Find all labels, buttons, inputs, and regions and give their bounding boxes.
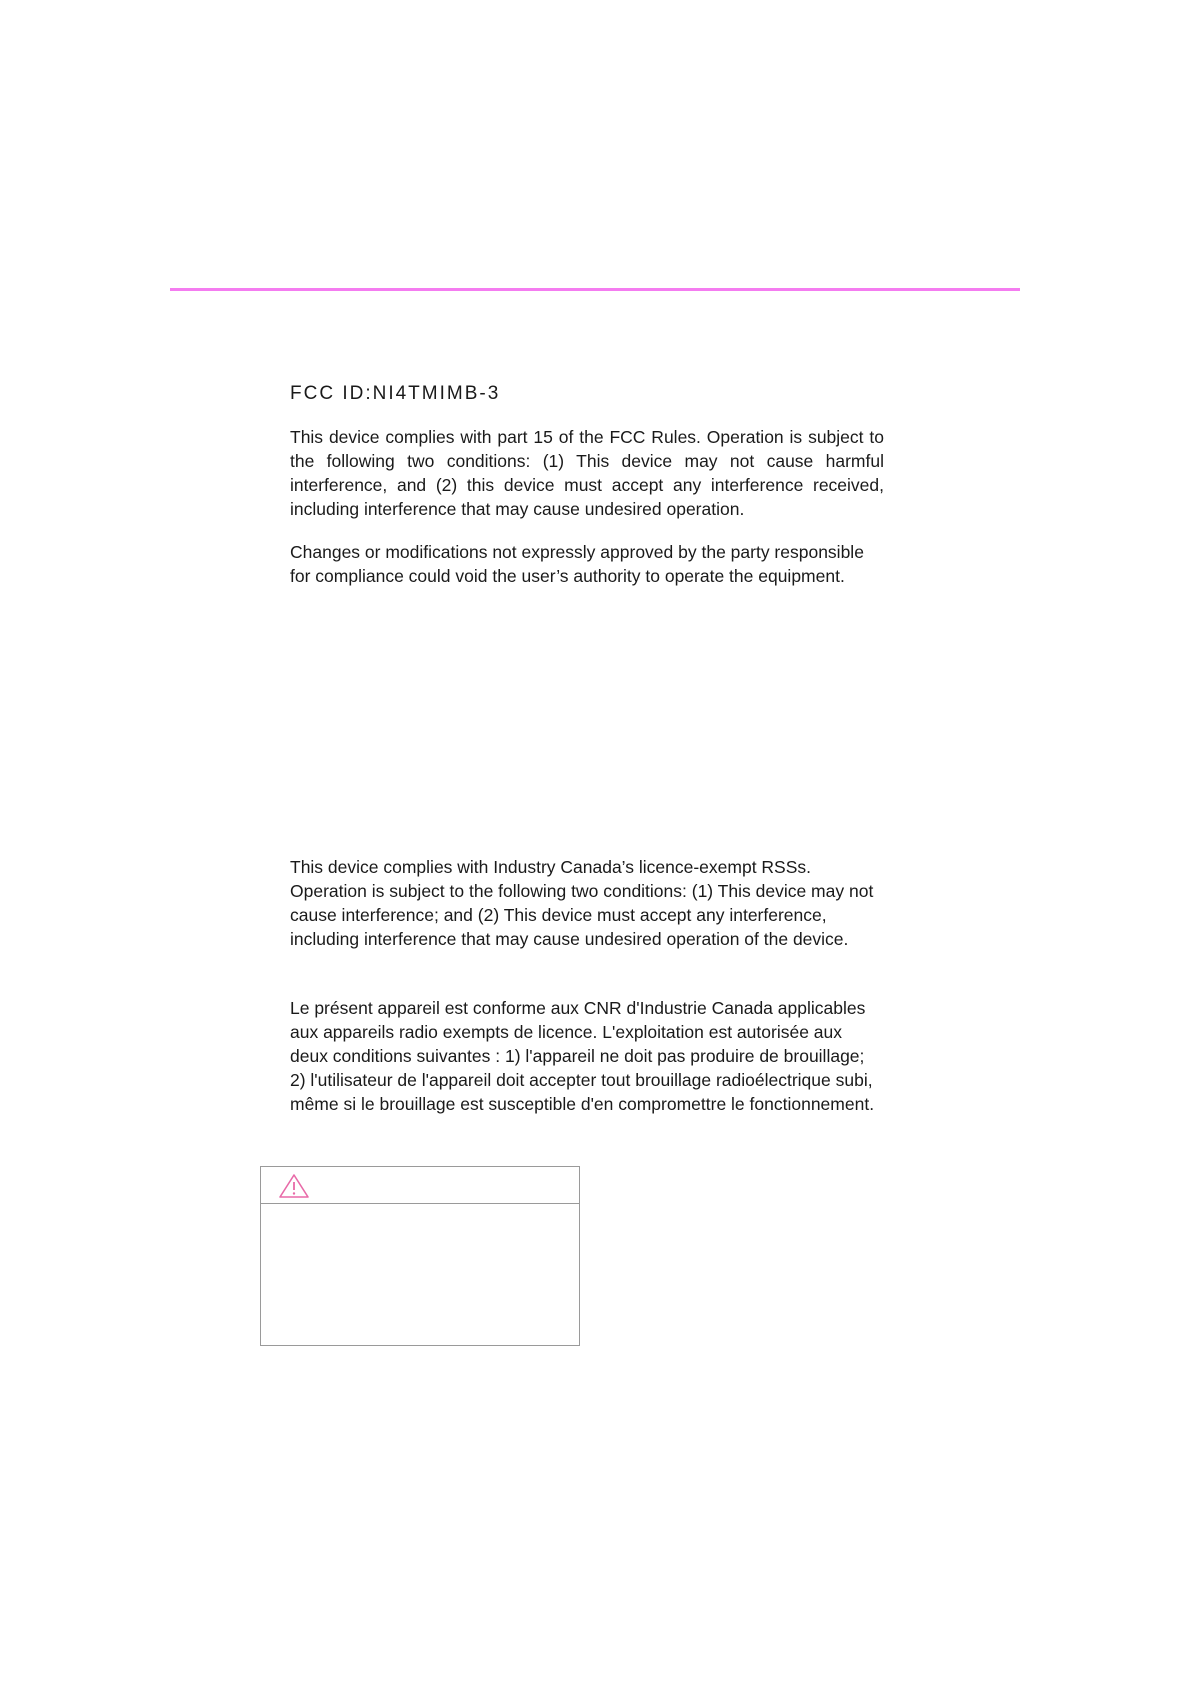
fcc-compliance-paragraph: This device complies with part 15 of the FCC Rules. Operation is subject to the following two conditions: (1) This device may not cause harmful interference, and (2) this device must accept any interference received, including interference that may cause undesired operation. xyxy=(290,427,884,519)
warning-triangle-icon xyxy=(278,1173,310,1199)
fcc-id: FCC ID:NI4TMIMB-3 xyxy=(290,383,501,404)
warning-box xyxy=(260,1166,580,1346)
fcc-changes-paragraph: Changes or modifications not expressly approved by the party responsible for compliance could void the user’s authority to operate the equipment. xyxy=(290,542,864,586)
ic-compliance-paragraph-en: This device complies with Industry Canada’s licence-exempt RSSs. Operation is subject to the following two conditions: (1) This device may not cause interference; and (2) This device must accept any interference, including interference that may cause undesired operation of the device. xyxy=(290,857,874,949)
warning-box-header xyxy=(261,1167,579,1204)
ic-compliance-paragraph-fr: Le présent appareil est conforme aux CNR d'Industrie Canada applicables aux appareils radio exempts de licence. L'exploitation est autorisée aux deux conditions suivantes : 1) l'appareil ne doit pas produire de brouillage; 2) l'utilisateur de l'appareil doit accepter tout brouillage radioélectrique subi, même si le brouillage est susceptible d'en compromettre le fonctionnement. xyxy=(290,998,875,1114)
header-rule xyxy=(170,288,1020,291)
